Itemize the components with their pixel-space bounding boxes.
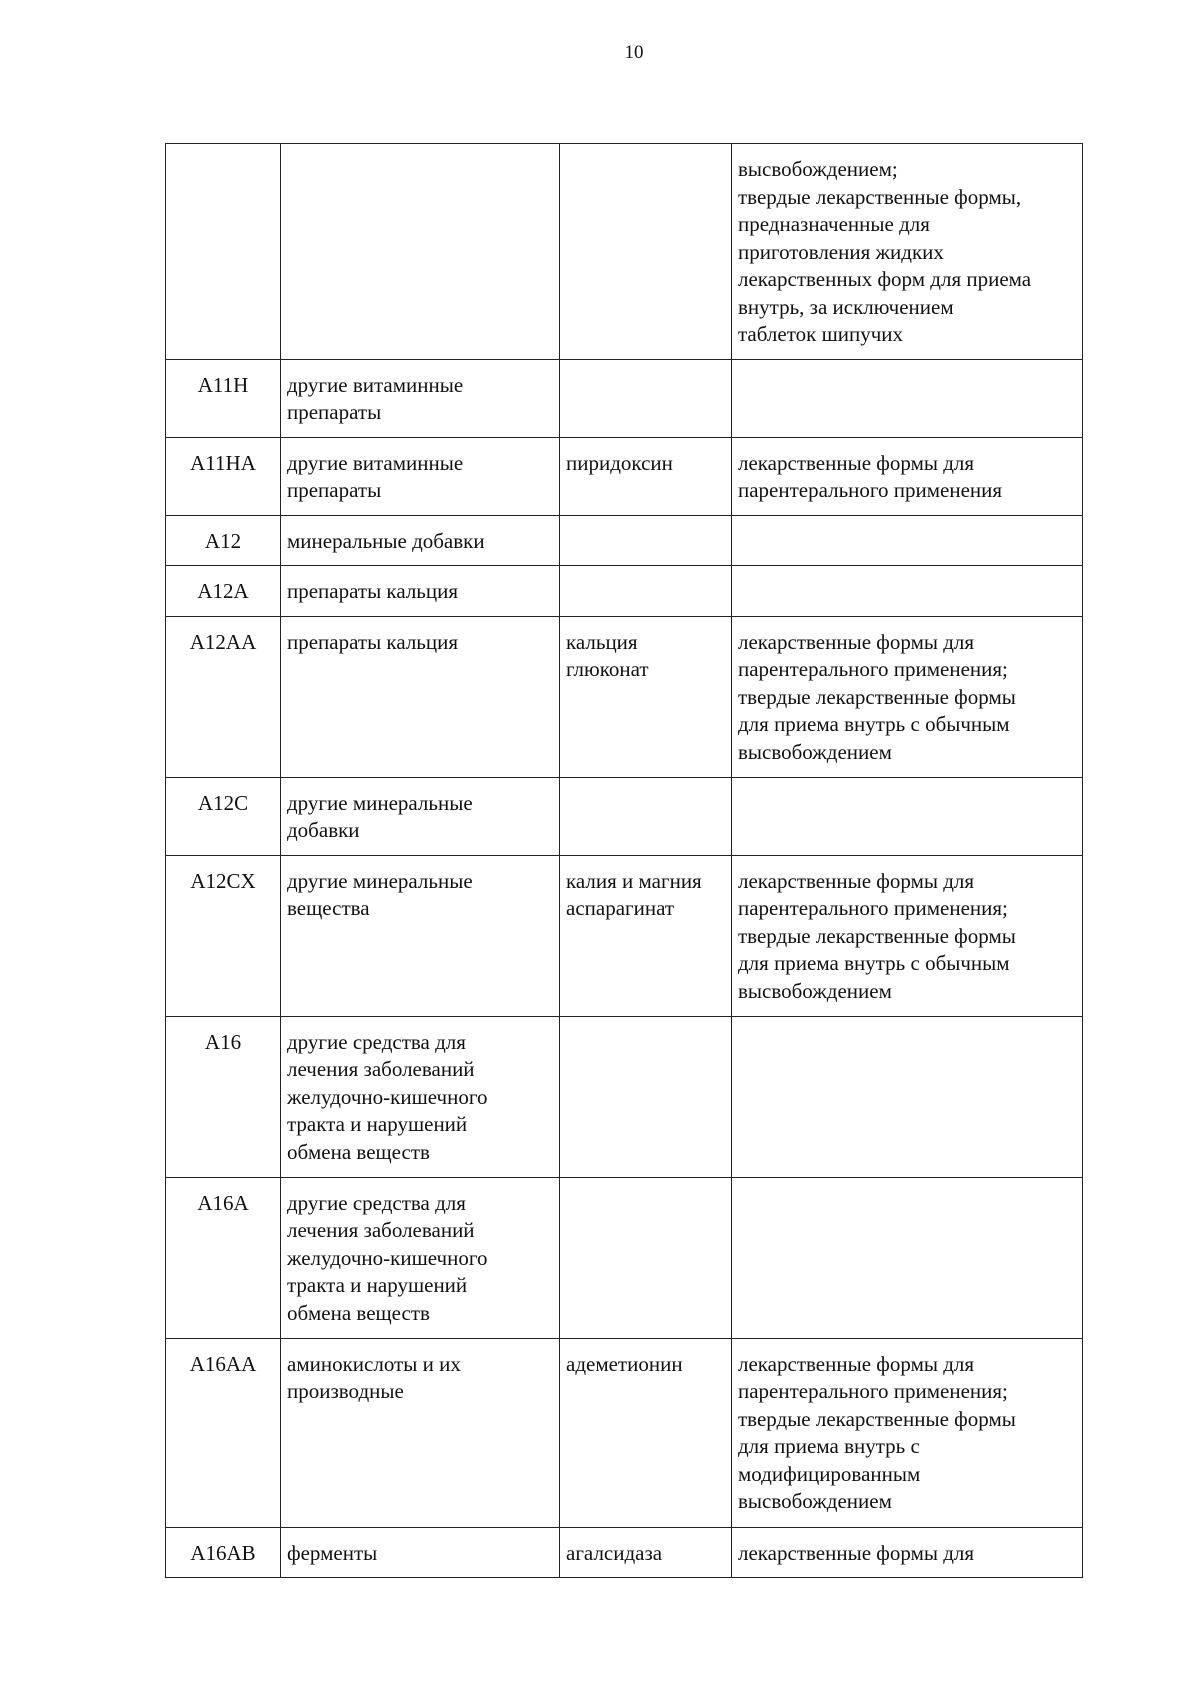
table-row [166, 1016, 1083, 1177]
substance-cell [560, 144, 732, 360]
group-name-cell: другие минеральные вещества [281, 855, 560, 1016]
substance-cell: кальция глюконат [560, 616, 732, 777]
dosage-form-cell [732, 359, 1083, 437]
substance-cell: адеметионин [560, 1338, 732, 1527]
atc-code-cell: A12CX [166, 855, 281, 1016]
atc-code-cell: A16AB [166, 1527, 281, 1578]
dosage-form-cell [732, 515, 1083, 566]
group-name-cell: препараты кальция [281, 616, 560, 777]
atc-code-cell [166, 144, 281, 360]
substance-cell: калия и магния аспарагинат [560, 855, 732, 1016]
table-row [166, 1338, 1083, 1527]
group-name-cell: другие минеральные добавки [281, 777, 560, 855]
atc-code-cell: A12A [166, 566, 281, 617]
group-name-cell: другие витаминные препараты [281, 437, 560, 515]
dosage-form-cell [732, 1016, 1083, 1177]
atc-code-cell: A11HA [166, 437, 281, 515]
group-name-cell: другие средства для лечения заболеваний желудочно-кишечного тракта и нарушений обмена веществ [281, 1016, 560, 1177]
atc-code-cell: A16 [166, 1016, 281, 1177]
substance-cell [560, 566, 732, 617]
table-row [166, 437, 1083, 515]
group-name-cell [281, 144, 560, 360]
dosage-form-cell [732, 777, 1083, 855]
dosage-form-cell: высвобождением; твердые лекарственные формы, предназначенные для приготовления жидких лекарственных форм для приема внутрь, за исключением таблеток шипучих [732, 144, 1083, 360]
substance-cell [560, 1177, 732, 1338]
group-name-cell: аминокислоты и их производные [281, 1338, 560, 1527]
table-row [166, 515, 1083, 566]
dosage-form-cell: лекарственные формы для парентерального применения; твердые лекарственные формы для приема внутрь с обычным высвобождением [732, 855, 1083, 1016]
dosage-form-cell: лекарственные формы для [732, 1527, 1083, 1578]
substance-cell [560, 1016, 732, 1177]
atc-code-cell: A12 [166, 515, 281, 566]
table-row [166, 777, 1083, 855]
atc-code-cell: A16AA [166, 1338, 281, 1527]
atc-code-cell: A12AA [166, 616, 281, 777]
page-number: 10 [624, 42, 644, 63]
group-name-cell: другие витаминные препараты [281, 359, 560, 437]
group-name-cell: ферменты [281, 1527, 560, 1578]
group-name-cell: препараты кальция [281, 566, 560, 617]
table-row [166, 144, 1083, 360]
dosage-form-cell: лекарственные формы для парентерального применения; твердые лекарственные формы для приема внутрь с модифицированным высвобождением [732, 1338, 1083, 1527]
atc-code-cell: A16A [166, 1177, 281, 1338]
table-row [166, 359, 1083, 437]
substance-cell: агалсидаза [560, 1527, 732, 1578]
atc-code-cell: A11H [166, 359, 281, 437]
substance-cell: пиридоксин [560, 437, 732, 515]
group-name-cell: другие средства для лечения заболеваний желудочно-кишечного тракта и нарушений обмена веществ [281, 1177, 560, 1338]
dosage-form-cell: лекарственные формы для парентерального применения; твердые лекарственные формы для приема внутрь с обычным высвобождением [732, 616, 1083, 777]
atc-code-cell: A12C [166, 777, 281, 855]
group-name-cell: минеральные добавки [281, 515, 560, 566]
substance-cell [560, 359, 732, 437]
table-row [166, 566, 1083, 617]
table-row [166, 855, 1083, 1016]
table-row [166, 616, 1083, 777]
table-row [166, 1527, 1083, 1578]
substance-cell [560, 515, 732, 566]
dosage-form-cell [732, 566, 1083, 617]
dosage-form-cell: лекарственные формы для парентерального применения [732, 437, 1083, 515]
drug-table [165, 143, 1083, 1578]
table-row [166, 1177, 1083, 1338]
dosage-form-cell [732, 1177, 1083, 1338]
substance-cell [560, 777, 732, 855]
